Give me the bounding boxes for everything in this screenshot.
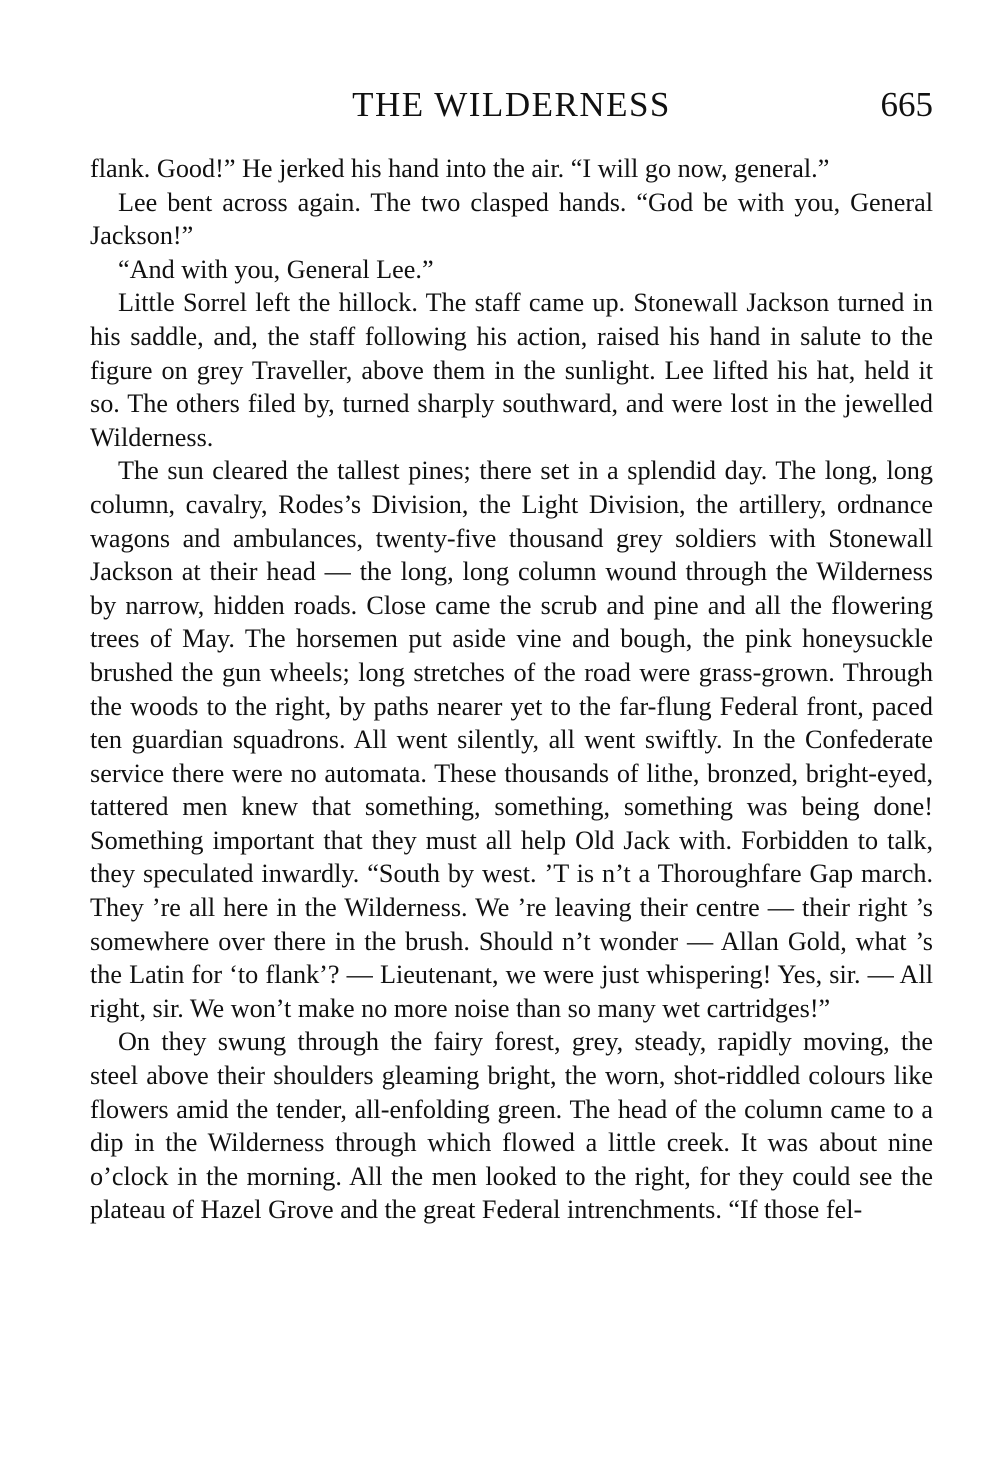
paragraph: Lee bent across again. The two clasped hands. “God be with you, General Jackson!” xyxy=(90,187,933,251)
paragraph-continued: flank. Good!” He jerked his hand into the air. “I will go now, general.” xyxy=(90,154,830,183)
paragraph: On they swung through the fairy forest, grey, steady, rapidly moving, the steel above their shoulders gleaming bright, the worn, shot-riddled colours like flowers amid the tender, all-enfolding green. The head of the column came to a dip in the Wilderness through which flowed a little creek. It was about nine o’clock in the morning. All the men looked to the right, for they could see the plateau of Hazel Grove and the great Federal intrenchments. “If those fel- xyxy=(90,1027,933,1225)
running-head xyxy=(90,82,933,134)
body-text xyxy=(90,152,933,1227)
book-page xyxy=(90,82,933,1227)
paragraph: “And with you, General Lee.” xyxy=(118,254,434,284)
chapter-title: THE WILDERNESS xyxy=(352,85,671,124)
paragraph: The sun cleared the tallest pines; there set in a splendid day. The long, long column, cavalry, Rodes’s Division, the Light Division, the artillery, ordnance wagons and ambulances, twenty-five thousand grey soldiers with Stonewall Jackson at their head — the long, long column wound through the Wilderness by narrow, hidden roads. Close came the scrub and pine and all the flowering trees of May. The horsemen put aside vine and bough, the pink honeysuckle brushed the gun wheels; long stretches of the road were grass-grown. Through the woods to the right, by paths nearer yet to the far-flung Federal front, paced ten guardian squadrons. All went silently, all went swiftly. In the Confederate service there were no automata. These thousands of lithe, bronzed, bright-eyed, tattered men knew that something, something, something was being done! Something important that they must all help Old Jack with. Forbidden to talk, they speculated inwardly. “South by west. ’T is n’t a Thoroughfare Gap march. They ’re all here in the Wilderness. We ’re leaving their centre — their right ’s somewhere over there in the brush. Should n’t wonder — Allan Gold, what ’s the Latin for ‘to flank’? — Lieutenant, we were just whispering! Yes, sir. — All right, sir. We won’t make no more noise than so many wet cartridges!” xyxy=(90,456,933,1023)
paragraph: Little Sorrel left the hillock. The staff came up. Stonewall Jackson turned in his saddle, and, the staff following his action, raised his hand in salute to the figure on grey Traveller, above them in the sunlight. Lee lifted his hat, held it so. The others filed by, turned sharply southward, and were lost in the jewelled Wilderness. xyxy=(90,288,933,452)
page-number: 665 xyxy=(880,85,933,124)
